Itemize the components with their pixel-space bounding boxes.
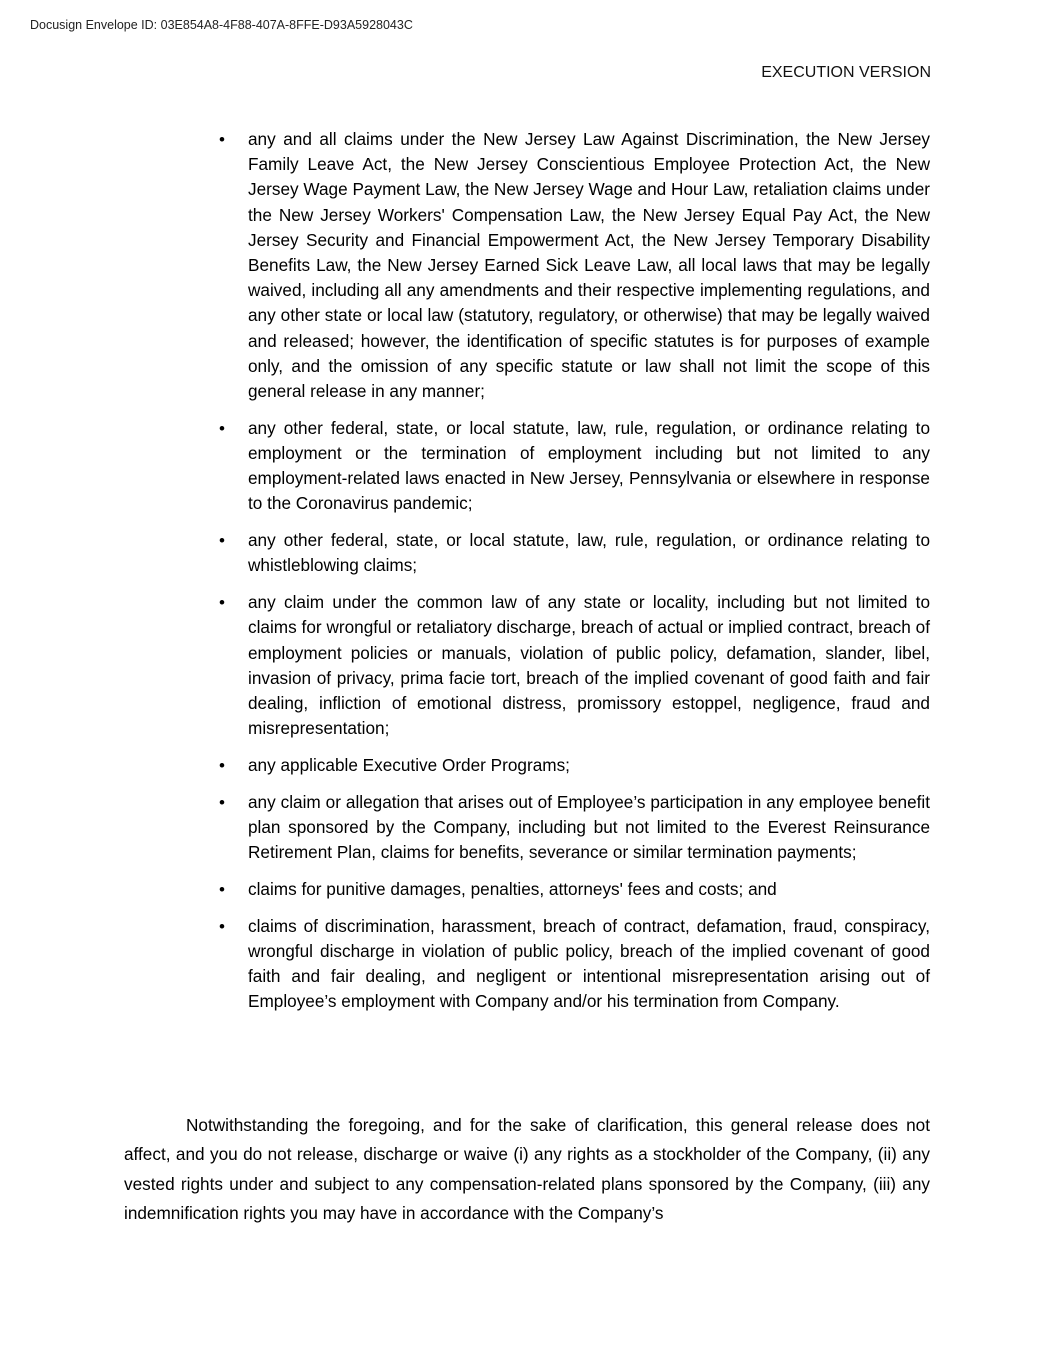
list-item-text: any and all claims under the New Jersey Law Against Discrimination, the New Jersey Family Leave Act, the New Jersey Conscientious Employee Protection Act, the New Jersey Wage Payment Law, the New Jersey Wage and Hour Law, retaliation claims under the New Jersey Workers' Compensation Law, the New Jersey Equal Pay Act, the New Jersey Security and Financial Empowerment Act, the New Jersey Temporary Disability Benefits Law, the New Jersey Earned Sick Leave Law, all local laws that may be legally waived, including all any amendments and their respective implementing regulations, and any other state or local law (statutory, regulatory, or otherwise) that may be legally waived and released; however, the identification of specific statutes is for purposes of example only, and the omission of any specific statute or law shall not limit the scope of this general release in any manner; [248,129,930,402]
envelope-id: Docusign Envelope ID: 03E854A8-4F88-407A-8FFE-D93A5928043C [30,18,413,32]
bullet-icon: • [219,916,225,936]
bullet-icon: • [219,531,225,551]
list-item-text: any claim or allegation that arises out of Employee’s participation in any employee benefit plan sponsored by the Company, including but not limited to the Everest Reinsurance Retirement Plan, claims for benefits, severance or similar termination payments; [248,791,930,863]
list-item-text: any applicable Executive Order Programs; [248,755,570,776]
list-item-text: claims for punitive damages, penalties, attorneys' fees and costs; and [248,879,777,900]
list-item [219,590,930,741]
bullet-icon: • [219,418,225,438]
list-item-text: claims of discrimination, harassment, breach of contract, defamation, fraud, conspiracy, wrongful discharge in violation of public policy, breach of the implied covenant of good faith and fair dealing, and negligent or intentional misrepresentation arising out of Employee’s employment with Company and/or his termination from Company. [248,915,930,1012]
list-item [219,877,930,902]
list-item [219,528,930,578]
list-item-text: any other federal, state, or local statute, law, rule, regulation, or ordinance relating to whistleblowing claims; [248,530,930,576]
release-claims-list [0,127,1055,1026]
closing-paragraph: Notwithstanding the foregoing, and for the sake of clarification, this general release does not affect, and you do not release, discharge or waive (i) any rights as a stockholder of the Company, (ii) any vested rights under and subject to any compensation-related plans sponsored by the Company, (iii) any indemnification rights you may have in accordance with the Company’s [124,1115,930,1223]
bullet-icon: • [219,792,225,812]
list-item-text: any other federal, state, or local statute, law, rule, regulation, or ordinance relating to employment or the termination of employment including but not limited to any employment-related laws enacted in New Jersey, Pennsylvania or elsewhere in response to the Coronavirus pandemic; [248,417,930,514]
execution-version-label: EXECUTION VERSION [761,64,931,81]
list-item [219,790,930,866]
bullet-icon: • [219,880,225,900]
list-item-text: any claim under the common law of any state or locality, including but not limited to claims for wrongful or retaliatory discharge, breach of actual or implied contract, breach of employment policies or manuals, violation of public policy, defamation, slander, libel, invasion of privacy, prima facie tort, breach of the implied covenant of good faith and fair dealing, infliction of emotional distress, promissory estoppel, negligence, fraud and misrepresentation; [248,592,930,739]
bullet-icon: • [219,593,225,613]
bullet-icon: • [219,130,225,149]
list-item [219,914,930,1015]
list-item [219,753,930,778]
list-item [219,127,930,404]
bullet-icon: • [219,756,225,776]
list-item [219,416,930,517]
